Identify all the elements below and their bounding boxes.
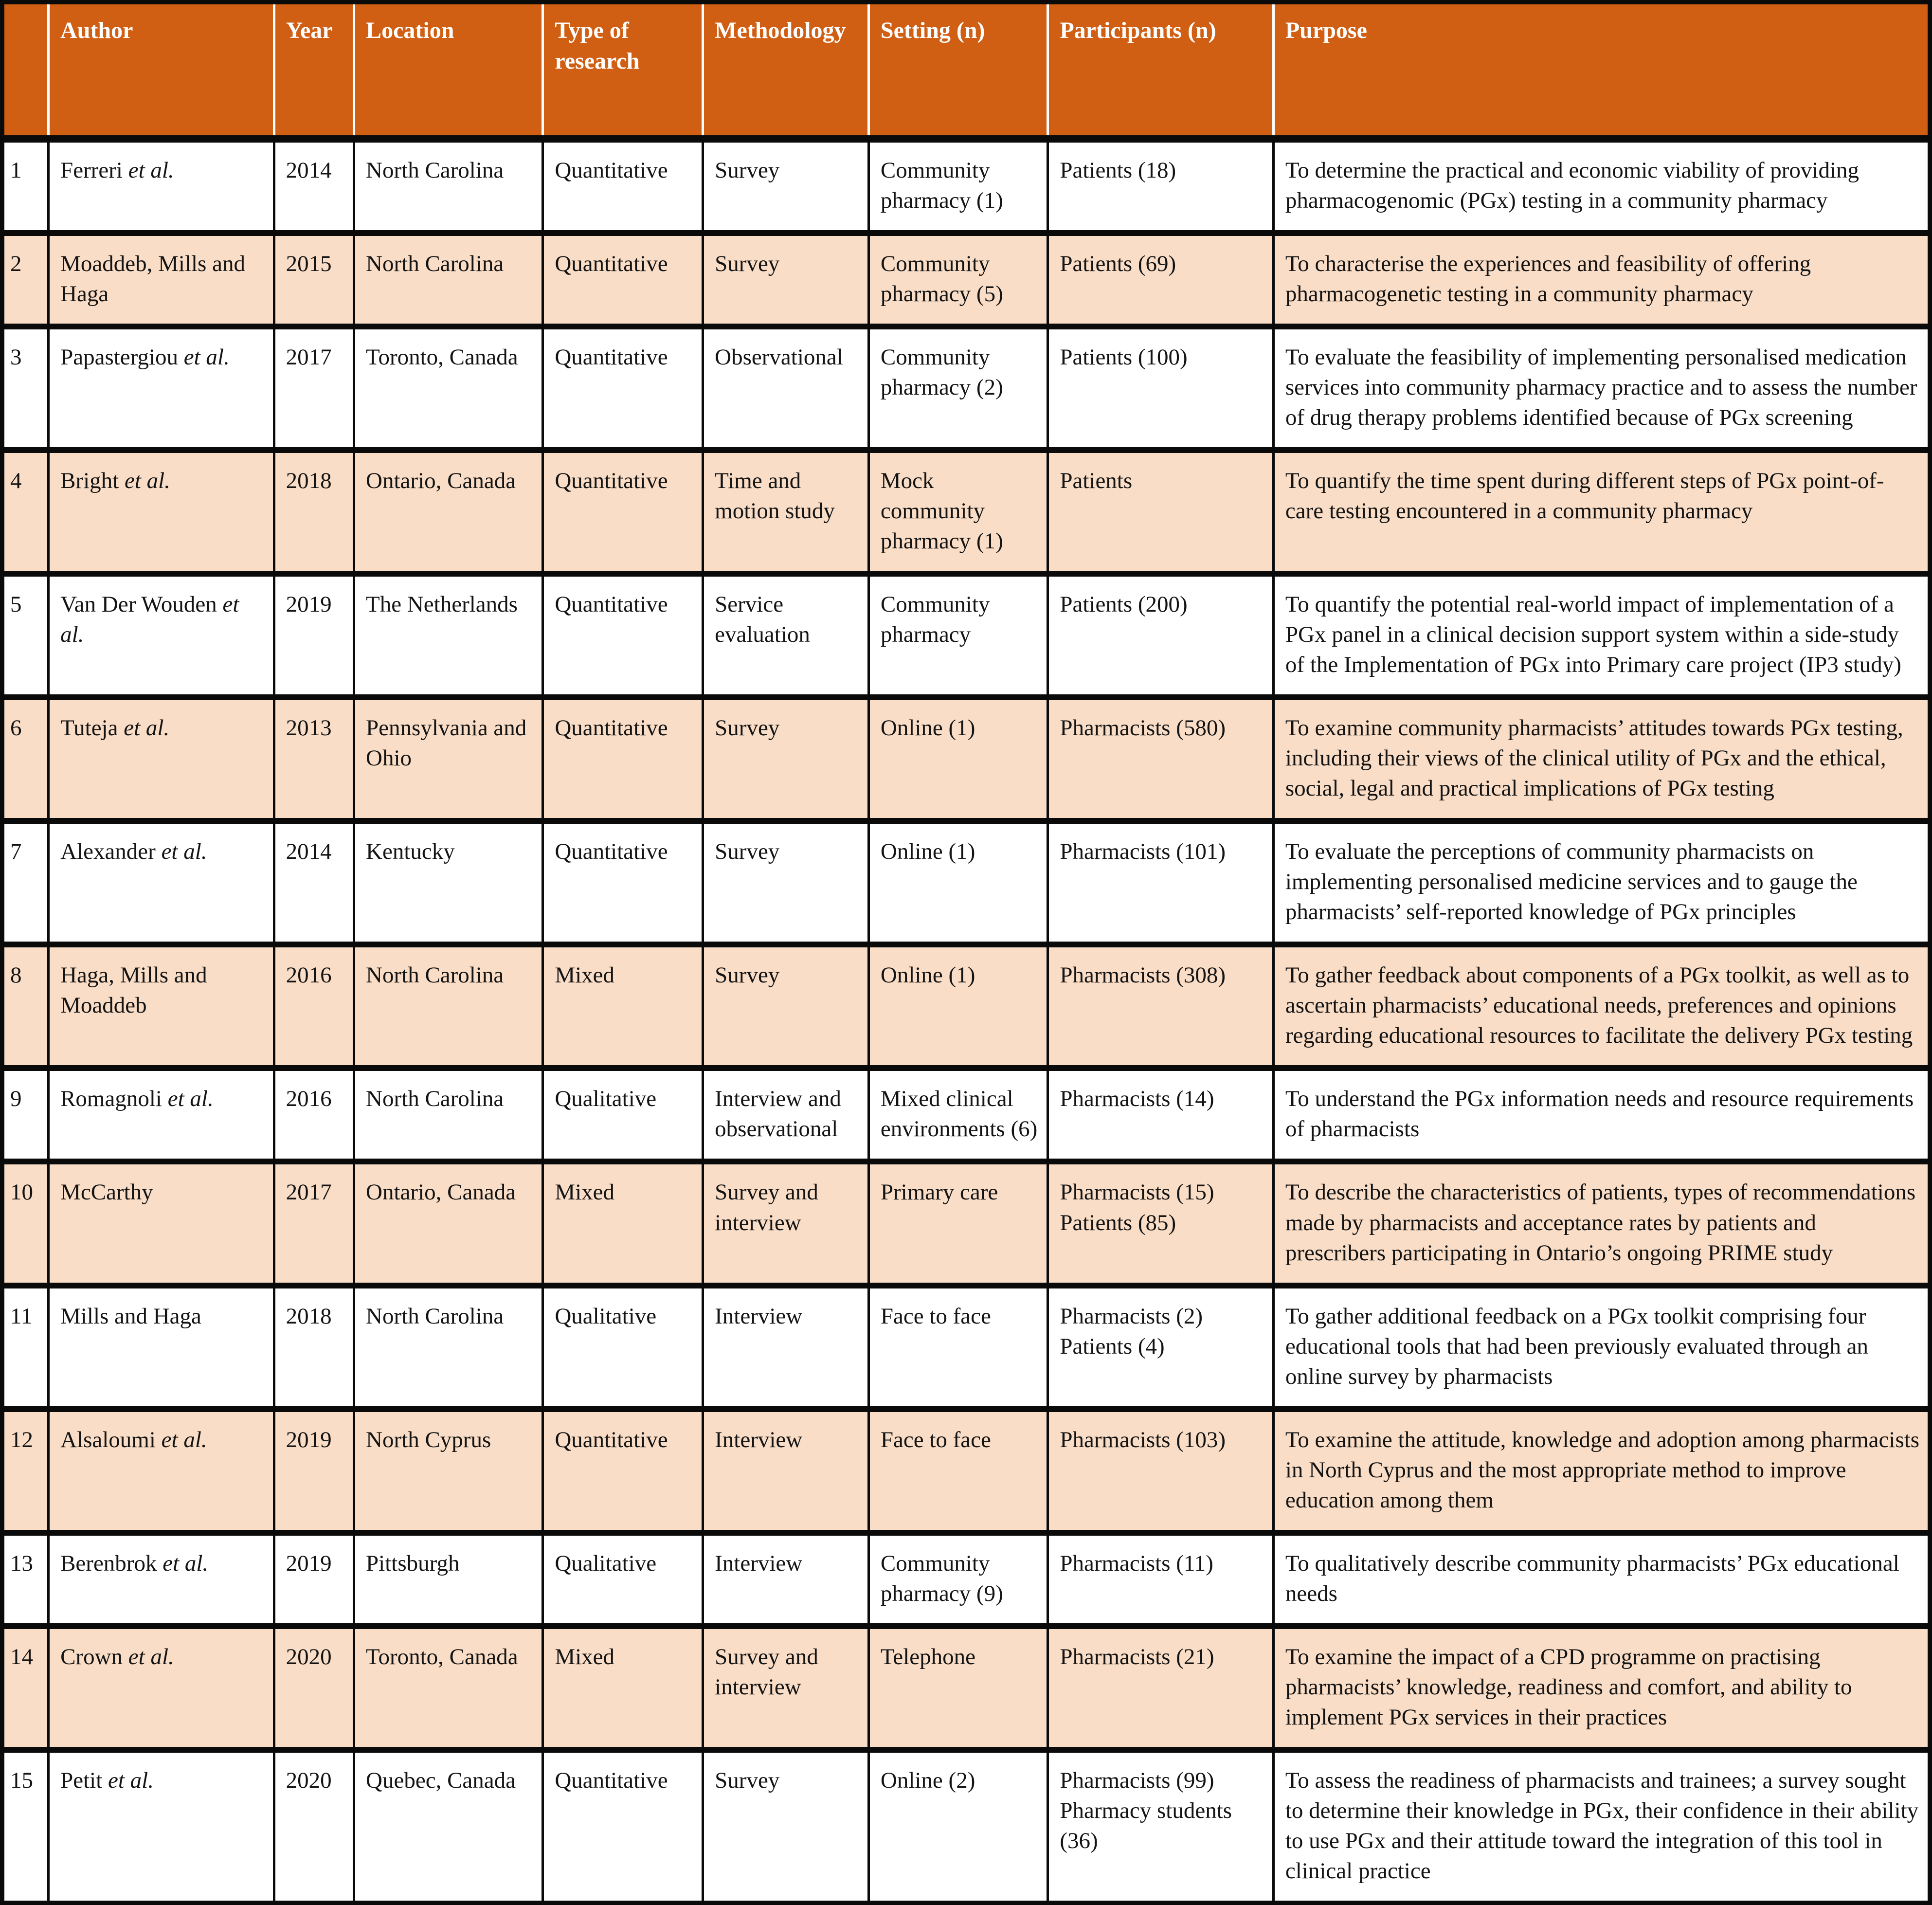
cell-purpose: To assess the readiness of pharmacists and trainees; a survey sought to determine their knowledge in PGx, their confidence in their ability to use PGx and their attitude toward the integration of this tool in clinical practice xyxy=(1273,1750,1930,1903)
cell-type-of-research: Quantitative xyxy=(543,327,703,450)
cell-type-of-research: Mixed xyxy=(543,1626,703,1750)
cell-author xyxy=(49,944,274,1068)
cell-setting: Mock community pharmacy (1) xyxy=(868,450,1047,574)
cell-year: 2019 xyxy=(274,574,354,697)
cell-author xyxy=(49,1533,274,1626)
column-header-author: Author xyxy=(49,2,274,139)
cell-setting: Telephone xyxy=(868,1626,1047,1750)
author-et-al: et al. xyxy=(60,592,239,648)
author-name: Moaddeb, Mills and Haga xyxy=(60,251,245,307)
cell-participants xyxy=(1048,1750,1274,1903)
cell-type-of-research: Quantitative xyxy=(543,821,703,944)
cell-author xyxy=(49,1068,274,1161)
column-header-setting: Setting (n) xyxy=(868,2,1047,139)
table-row xyxy=(2,1286,1930,1409)
participant-group: Pharmacy students (36) xyxy=(1060,1797,1232,1853)
participant-group: Patients xyxy=(1060,468,1133,493)
participant-group: Pharmacists (101) xyxy=(1060,839,1226,865)
cell-year: 2019 xyxy=(274,1533,354,1626)
cell-purpose: To describe the characteristics of patients, types of recommendations made by pharmacists and acceptance rates by patients and prescribers participating in Ontario’s ongoing PRIME study xyxy=(1273,1161,1930,1285)
cell-methodology: Survey xyxy=(703,697,869,821)
author-name: Haga, Mills and Moaddeb xyxy=(60,962,207,1018)
cell-year: 2013 xyxy=(274,697,354,821)
cell-location: North Carolina xyxy=(354,1068,543,1161)
table-row xyxy=(2,944,1930,1068)
column-header-location: Location xyxy=(354,2,543,139)
participant-group: Patients (85) xyxy=(1060,1210,1176,1235)
cell-methodology: Service evaluation xyxy=(703,574,869,697)
cell-author xyxy=(49,1626,274,1750)
cell-number: 1 xyxy=(2,139,49,233)
author-name: Petit xyxy=(60,1767,103,1793)
participant-group: Pharmacists (580) xyxy=(1060,715,1226,741)
table-row xyxy=(2,697,1930,821)
cell-author xyxy=(49,1161,274,1285)
cell-number: 3 xyxy=(2,327,49,450)
cell-methodology: Interview xyxy=(703,1533,869,1626)
column-header-year: Year xyxy=(274,2,354,139)
cell-participants xyxy=(1048,139,1274,233)
cell-number: 7 xyxy=(2,821,49,944)
cell-participants xyxy=(1048,1409,1274,1533)
cell-purpose: To understand the PGx information needs and resource requirements of pharmacists xyxy=(1273,1068,1930,1161)
cell-number: 5 xyxy=(2,574,49,697)
cell-year: 2014 xyxy=(274,139,354,233)
author-et-al: et al. xyxy=(124,468,170,493)
cell-methodology: Interview xyxy=(703,1409,869,1533)
cell-participants xyxy=(1048,1533,1274,1626)
cell-participants xyxy=(1048,233,1274,327)
cell-location: Kentucky xyxy=(354,821,543,944)
cell-setting: Online (2) xyxy=(868,1750,1047,1903)
cell-methodology: Interview xyxy=(703,1286,869,1409)
cell-setting: Community pharmacy (2) xyxy=(868,327,1047,450)
cell-author xyxy=(49,450,274,574)
cell-author xyxy=(49,697,274,821)
cell-type-of-research: Qualitative xyxy=(543,1068,703,1161)
author-et-al: et al. xyxy=(124,715,170,741)
cell-year: 2016 xyxy=(274,944,354,1068)
cell-setting: Community pharmacy (9) xyxy=(868,1533,1047,1626)
cell-participants xyxy=(1048,450,1274,574)
author-name: Crown xyxy=(60,1644,123,1669)
table-row xyxy=(2,1626,1930,1750)
cell-participants xyxy=(1048,821,1274,944)
author-name: Bright xyxy=(60,468,119,493)
cell-methodology: Survey xyxy=(703,139,869,233)
participant-group: Pharmacists (15) xyxy=(1060,1179,1214,1205)
cell-purpose: To quantify the time spent during different steps of PGx point-of-care testing encountered in a community pharmacy xyxy=(1273,450,1930,574)
table-row xyxy=(2,139,1930,233)
cell-methodology: Time and motion study xyxy=(703,450,869,574)
author-et-al: et al. xyxy=(161,839,207,865)
cell-methodology: Survey xyxy=(703,1750,869,1903)
cell-purpose: To examine the impact of a CPD programme on practising pharmacists’ knowledge, readiness and comfort, and ability to implement PGx services in their practices xyxy=(1273,1626,1930,1750)
cell-type-of-research: Quantitative xyxy=(543,574,703,697)
cell-participants xyxy=(1048,1068,1274,1161)
author-name: Ferreri xyxy=(60,157,123,183)
cell-setting: Primary care xyxy=(868,1161,1047,1285)
cell-location: Pennsylvania and Ohio xyxy=(354,697,543,821)
cell-location: Toronto, Canada xyxy=(354,327,543,450)
participant-group: Pharmacists (103) xyxy=(1060,1427,1226,1452)
cell-type-of-research: Quantitative xyxy=(543,233,703,327)
cell-setting: Face to face xyxy=(868,1286,1047,1409)
author-name: Berenbrok xyxy=(60,1550,157,1576)
cell-author xyxy=(49,233,274,327)
cell-participants xyxy=(1048,1626,1274,1750)
author-et-al: et al. xyxy=(161,1427,207,1452)
author-name: Van Der Wouden xyxy=(60,592,217,617)
column-header-participants: Participants (n) xyxy=(1048,2,1274,139)
cell-year: 2018 xyxy=(274,1286,354,1409)
cell-type-of-research: Qualitative xyxy=(543,1286,703,1409)
participant-group: Pharmacists (99) xyxy=(1060,1767,1214,1793)
cell-location: Ontario, Canada xyxy=(354,1161,543,1285)
cell-year: 2015 xyxy=(274,233,354,327)
cell-setting: Online (1) xyxy=(868,697,1047,821)
cell-participants xyxy=(1048,697,1274,821)
cell-year: 2020 xyxy=(274,1626,354,1750)
cell-type-of-research: Mixed xyxy=(543,944,703,1068)
author-name: Tuteja xyxy=(60,715,118,741)
cell-type-of-research: Quantitative xyxy=(543,139,703,233)
cell-methodology: Survey and interview xyxy=(703,1161,869,1285)
participant-group: Patients (69) xyxy=(1060,251,1176,276)
cell-location: North Carolina xyxy=(354,1286,543,1409)
author-name: Papastergiou xyxy=(60,344,179,370)
cell-participants xyxy=(1048,327,1274,450)
cell-setting: Face to face xyxy=(868,1409,1047,1533)
cell-setting: Community pharmacy (5) xyxy=(868,233,1047,327)
header-row xyxy=(2,2,1930,139)
cell-year: 2020 xyxy=(274,1750,354,1903)
column-header-number xyxy=(2,2,49,139)
cell-author xyxy=(49,139,274,233)
cell-participants xyxy=(1048,1286,1274,1409)
cell-location: Toronto, Canada xyxy=(354,1626,543,1750)
cell-purpose: To quantify the potential real-world impact of implementation of a PGx panel in a clinical decision support system within a side-study of the Implementation of PGx into Primary care project (IP3 study) xyxy=(1273,574,1930,697)
cell-purpose: To qualitatively describe community pharmacists’ PGx educational needs xyxy=(1273,1533,1930,1626)
cell-author xyxy=(49,1409,274,1533)
cell-location: North Carolina xyxy=(354,139,543,233)
cell-purpose: To determine the practical and economic viability of providing pharmacogenomic (PGx) testing in a community pharmacy xyxy=(1273,139,1930,233)
cell-type-of-research: Mixed xyxy=(543,1161,703,1285)
cell-type-of-research: Quantitative xyxy=(543,450,703,574)
table-header xyxy=(2,2,1930,139)
cell-year: 2019 xyxy=(274,1409,354,1533)
table-row xyxy=(2,574,1930,697)
author-name: Romagnoli xyxy=(60,1086,162,1112)
column-header-purpose: Purpose xyxy=(1273,2,1930,139)
cell-purpose: To evaluate the feasibility of implementing personalised medication services into community pharmacy practice and to assess the number of drug therapy problems identified because of PGx screening xyxy=(1273,327,1930,450)
author-et-al: et al. xyxy=(167,1086,214,1112)
participant-group: Patients (18) xyxy=(1060,157,1176,183)
cell-number: 10 xyxy=(2,1161,49,1285)
author-name: Alexander xyxy=(60,839,156,865)
cell-year: 2014 xyxy=(274,821,354,944)
cell-setting: Mixed clinical environments (6) xyxy=(868,1068,1047,1161)
cell-methodology: Survey xyxy=(703,821,869,944)
cell-number: 12 xyxy=(2,1409,49,1533)
cell-setting: Online (1) xyxy=(868,821,1047,944)
cell-methodology: Survey xyxy=(703,233,869,327)
cell-type-of-research: Qualitative xyxy=(543,1533,703,1626)
cell-methodology: Survey and interview xyxy=(703,1626,869,1750)
cell-setting: Community pharmacy xyxy=(868,574,1047,697)
author-et-al: et al. xyxy=(128,157,174,183)
cell-purpose: To evaluate the perceptions of community pharmacists on implementing personalised medicine services and to gauge the pharmacists’ self-reported knowledge of PGx principles xyxy=(1273,821,1930,944)
author-name: Alsaloumi xyxy=(60,1427,156,1452)
author-et-al: et al. xyxy=(108,1767,154,1793)
cell-number: 14 xyxy=(2,1626,49,1750)
column-header-methodology: Methodology xyxy=(703,2,869,139)
cell-author xyxy=(49,1750,274,1903)
participant-group: Pharmacists (2) xyxy=(1060,1303,1203,1329)
cell-location: North Cyprus xyxy=(354,1409,543,1533)
cell-type-of-research: Quantitative xyxy=(543,1409,703,1533)
cell-number: 2 xyxy=(2,233,49,327)
cell-number: 9 xyxy=(2,1068,49,1161)
participant-group: Patients (100) xyxy=(1060,344,1188,370)
author-name: McCarthy xyxy=(60,1179,153,1205)
cell-year: 2018 xyxy=(274,450,354,574)
cell-methodology: Observational xyxy=(703,327,869,450)
participant-group: Pharmacists (11) xyxy=(1060,1550,1213,1576)
cell-location: North Carolina xyxy=(354,944,543,1068)
cell-number: 4 xyxy=(2,450,49,574)
cell-location: Ontario, Canada xyxy=(354,450,543,574)
cell-methodology: Survey xyxy=(703,944,869,1068)
cell-setting: Community pharmacy (1) xyxy=(868,139,1047,233)
participant-group: Pharmacists (308) xyxy=(1060,962,1226,988)
table-body xyxy=(2,139,1930,1903)
cell-year: 2017 xyxy=(274,1161,354,1285)
cell-author xyxy=(49,327,274,450)
cell-number: 11 xyxy=(2,1286,49,1409)
table-row xyxy=(2,1533,1930,1626)
cell-purpose: To gather additional feedback on a PGx toolkit comprising four educational tools that had been previously evaluated through an online survey by pharmacists xyxy=(1273,1286,1930,1409)
cell-type-of-research: Quantitative xyxy=(543,1750,703,1903)
cell-participants xyxy=(1048,1161,1274,1285)
cell-location: North Carolina xyxy=(354,233,543,327)
cell-setting: Online (1) xyxy=(868,944,1047,1068)
table-row xyxy=(2,1750,1930,1903)
cell-purpose: To characterise the experiences and feasibility of offering pharmacogenetic testing in a community pharmacy xyxy=(1273,233,1930,327)
cell-type-of-research: Quantitative xyxy=(543,697,703,821)
cell-number: 6 xyxy=(2,697,49,821)
cell-year: 2017 xyxy=(274,327,354,450)
participant-group: Pharmacists (14) xyxy=(1060,1086,1214,1112)
table-row xyxy=(2,821,1930,944)
cell-purpose: To gather feedback about components of a PGx toolkit, as well as to ascertain pharmacists’ educational needs, preferences and opinions regarding educational resources to facilitate the delivery PGx testing xyxy=(1273,944,1930,1068)
author-name: Mills and Haga xyxy=(60,1303,201,1329)
cell-location: Pittsburgh xyxy=(354,1533,543,1626)
table-row xyxy=(2,1409,1930,1533)
participant-group: Patients (4) xyxy=(1060,1333,1165,1359)
column-header-type-of-research: Type of research xyxy=(543,2,703,139)
author-et-al: et al. xyxy=(128,1644,174,1669)
cell-author xyxy=(49,574,274,697)
cell-participants xyxy=(1048,944,1274,1068)
author-et-al: et al. xyxy=(163,1550,209,1576)
table-row xyxy=(2,327,1930,450)
cell-purpose: To examine community pharmacists’ attitudes towards PGx testing, including their views of the clinical utility of PGx and the ethical, social, legal and practical implications of PGx testing xyxy=(1273,697,1930,821)
cell-purpose: To examine the attitude, knowledge and adoption among pharmacists in North Cyprus and the most appropriate method to improve education among them xyxy=(1273,1409,1930,1533)
cell-author xyxy=(49,821,274,944)
participant-group: Patients (200) xyxy=(1060,592,1188,617)
author-et-al: et al. xyxy=(183,344,230,370)
table-row xyxy=(2,450,1930,574)
cell-number: 13 xyxy=(2,1533,49,1626)
cell-author xyxy=(49,1286,274,1409)
cell-location: The Netherlands xyxy=(354,574,543,697)
table-row xyxy=(2,1068,1930,1161)
cell-year: 2016 xyxy=(274,1068,354,1161)
cell-participants xyxy=(1048,574,1274,697)
participant-group: Pharmacists (21) xyxy=(1060,1644,1214,1669)
table-row xyxy=(2,233,1930,327)
cell-number: 15 xyxy=(2,1750,49,1903)
cell-location: Quebec, Canada xyxy=(354,1750,543,1903)
cell-number: 8 xyxy=(2,944,49,1068)
cell-methodology: Interview and observational xyxy=(703,1068,869,1161)
table-row xyxy=(2,1161,1930,1285)
